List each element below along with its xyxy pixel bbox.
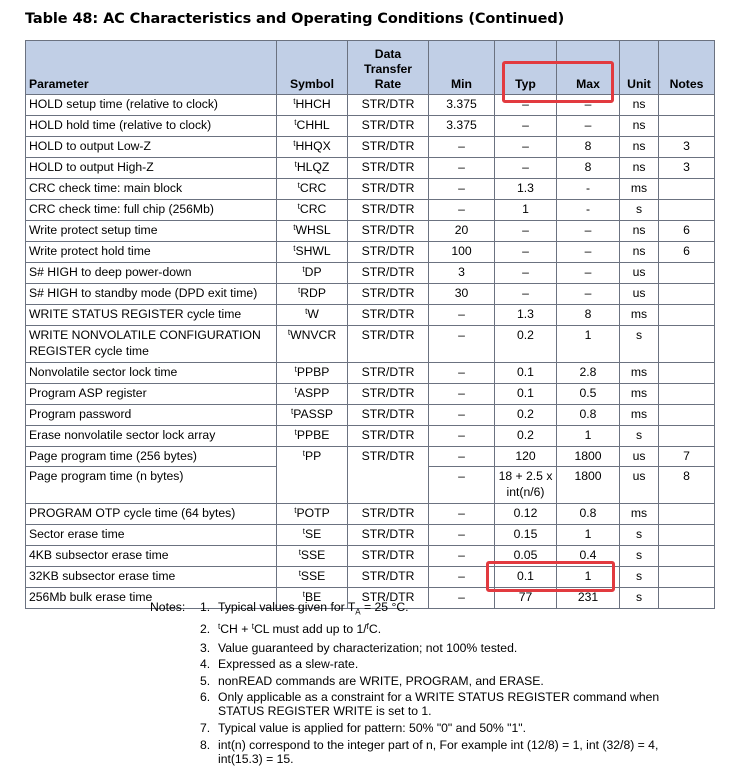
cell-parameter: Erase nonvolatile sector lock array (26, 426, 277, 447)
cell-parameter: Sector erase time (26, 525, 277, 546)
cell-notes (659, 200, 715, 221)
note-subscript: A (355, 607, 361, 617)
cell-min: – (429, 363, 495, 384)
note-text: CH + (220, 622, 252, 637)
cell-max: – (557, 116, 620, 137)
cell-max: 1800 (557, 447, 620, 467)
cell-notes: 8 (659, 467, 715, 504)
cell-min: 3 (429, 263, 495, 284)
cell-symbol (277, 447, 348, 504)
cell-rate: STR/DTR (348, 200, 429, 221)
note-number: 3. (200, 640, 211, 655)
cell-max: – (557, 242, 620, 263)
note-item (200, 600, 700, 619)
cell-symbol (277, 426, 348, 447)
cell-symbol (277, 263, 348, 284)
note-text: nonREAD commands are WRITE, PROGRAM, and ERASE. (218, 673, 544, 688)
header-rate-line3: Rate (374, 77, 402, 91)
note-text: int(n) correspond to the integer part of n, For example int (12/8) = 1, int (32/8) = 4, int(15.3) = 15. (218, 737, 659, 766)
cell-symbol (277, 326, 348, 363)
table-row (26, 116, 715, 137)
cell-typ: 18 + 2.5 x int(n/6) (495, 467, 557, 504)
symbol-value: SE (304, 527, 322, 541)
cell-unit: ms (620, 405, 659, 426)
highlight-bulk-erase-values (486, 561, 615, 592)
symbol-value: ASPP (296, 386, 330, 400)
cell-parameter: HOLD to output High-Z (26, 158, 277, 179)
cell-parameter: WRITE STATUS REGISTER cycle time (26, 305, 277, 326)
cell-parameter: 256Mb bulk erase time (26, 588, 277, 609)
header-notes: Notes (659, 41, 715, 95)
highlight-typ-max-header (502, 61, 614, 103)
cell-rate: STR/DTR (348, 242, 429, 263)
note-number: 4. (200, 657, 211, 672)
cell-notes (659, 305, 715, 326)
cell-typ: 0.12 (495, 504, 557, 525)
cell-rate: STR/DTR (348, 221, 429, 242)
cell-rate: STR/DTR (348, 158, 429, 179)
symbol-prefix: t (302, 590, 305, 599)
cell-max: - (557, 179, 620, 200)
cell-notes (659, 363, 715, 384)
note-item (200, 622, 700, 638)
cell-rate: STR/DTR (348, 384, 429, 405)
symbol-prefix: t (302, 449, 305, 458)
symbol-value: W (307, 307, 319, 321)
symbol-prefix: t (294, 365, 297, 374)
cell-rate: STR/DTR (348, 426, 429, 447)
cell-parameter: HOLD hold time (relative to clock) (26, 116, 277, 137)
header-parameter: Parameter (26, 41, 277, 95)
cell-min: 20 (429, 221, 495, 242)
cell-typ: 1.3 (495, 179, 557, 200)
cell-typ: 0.1 (495, 567, 557, 588)
cell-rate: STR/DTR (348, 588, 429, 609)
cell-unit: ns (620, 221, 659, 242)
cell-symbol (277, 405, 348, 426)
cell-min: – (429, 588, 495, 609)
cell-notes: 6 (659, 242, 715, 263)
symbol-prefix: t (294, 160, 297, 169)
cell-min: – (429, 504, 495, 525)
note-number: 6. (200, 690, 211, 705)
cell-parameter: PROGRAM OTP cycle time (64 bytes) (26, 504, 277, 525)
cell-notes (659, 116, 715, 137)
cell-notes: 3 (659, 158, 715, 179)
cell-rate: STR/DTR (348, 567, 429, 588)
header-data-transfer-rate (348, 41, 429, 95)
table-row (26, 263, 715, 284)
cell-parameter: HOLD setup time (relative to clock) (26, 95, 277, 116)
cell-rate: STR/DTR (348, 284, 429, 305)
cell-max: 1 (557, 525, 620, 546)
note-text: C. (368, 622, 382, 637)
cell-min: – (429, 426, 495, 447)
table-row (26, 504, 715, 525)
cell-unit: s (620, 567, 659, 588)
cell-rate: STR/DTR (348, 179, 429, 200)
table-row (26, 242, 715, 263)
cell-symbol (277, 221, 348, 242)
symbol-value: HHQX (295, 139, 331, 153)
cell-notes (659, 405, 715, 426)
symbol-prefix: t (291, 407, 294, 416)
cell-min: – (429, 179, 495, 200)
cell-rate: STR/DTR (348, 95, 429, 116)
cell-max: 0.4 (557, 546, 620, 567)
ac-characteristics-table (25, 40, 715, 609)
cell-max: 1 (557, 326, 620, 363)
symbol-value: PPBP (296, 365, 330, 379)
table-row (26, 363, 715, 384)
cell-notes (659, 263, 715, 284)
symbol-value: BE (304, 590, 322, 604)
header-rate-line1: Data (374, 47, 402, 61)
note-text: Typical value is applied for pattern: 50% "0" and 50% "1". (218, 721, 526, 735)
cell-typ: 77 (495, 588, 557, 609)
note-number: 7. (200, 721, 211, 735)
table-row (26, 200, 715, 221)
cell-min: – (429, 158, 495, 179)
note-item (200, 657, 700, 671)
note-item (200, 721, 700, 735)
cell-notes (659, 525, 715, 546)
cell-typ: – (495, 284, 557, 305)
cell-unit: s (620, 525, 659, 546)
cell-symbol (277, 158, 348, 179)
symbol-value: CHHL (296, 118, 330, 132)
cell-min: 100 (429, 242, 495, 263)
cell-unit: us (620, 263, 659, 284)
cell-max: 0.8 (557, 405, 620, 426)
cell-symbol (277, 95, 348, 116)
symbol-value: DP (304, 265, 322, 279)
symbol-value: HHCH (295, 97, 331, 111)
cell-max: – (557, 263, 620, 284)
table-row (26, 179, 715, 200)
symbol-value: PP (304, 449, 322, 463)
cell-min: 30 (429, 284, 495, 305)
cell-rate: STR/DTR (348, 525, 429, 546)
symbol-value: PPBE (296, 428, 330, 442)
table-row (26, 137, 715, 158)
symbol-value: WNVCR (290, 328, 337, 342)
table-row (26, 426, 715, 447)
cell-min: – (429, 567, 495, 588)
cell-symbol (277, 179, 348, 200)
cell-parameter: 32KB subsector erase time (26, 567, 277, 588)
table-row (26, 326, 715, 363)
cell-symbol (277, 567, 348, 588)
table-row (26, 525, 715, 546)
header-symbol: Symbol (277, 41, 348, 95)
note-text: Typical values given for T (218, 600, 356, 614)
cell-max: 231 (557, 588, 620, 609)
cell-unit: us (620, 284, 659, 305)
cell-max: 8 (557, 137, 620, 158)
cell-max: 2.8 (557, 363, 620, 384)
cell-typ: 0.1 (495, 363, 557, 384)
note-text: Expressed as a slew-rate. (218, 657, 359, 672)
header-max: Max (557, 41, 620, 95)
symbol-prefix: t (298, 286, 301, 295)
symbol-value: WHSL (295, 223, 331, 237)
cell-max: – (557, 95, 620, 116)
cell-symbol (277, 242, 348, 263)
cell-min: – (429, 200, 495, 221)
cell-rate: STR/DTR (348, 504, 429, 525)
symbol-prefix: t (287, 328, 291, 337)
cell-symbol (277, 546, 348, 567)
cell-parameter: Program ASP register (26, 384, 277, 405)
cell-unit: us (620, 467, 659, 504)
cell-unit: ms (620, 504, 659, 525)
cell-rate: STR/DTR (348, 305, 429, 326)
symbol-value: HLQZ (296, 160, 330, 174)
cell-parameter: 4KB subsector erase time (26, 546, 277, 567)
note-item (200, 690, 700, 718)
note-item (200, 641, 700, 655)
table-title: Table 48: AC Characteristics and Operating Conditions (Continued) (25, 11, 565, 27)
cell-min: 3.375 (429, 95, 495, 116)
note-superscript: f (366, 622, 369, 632)
symbol-prefix: t (302, 265, 305, 274)
symbol-value: SSE (300, 548, 326, 562)
note-item (200, 674, 700, 688)
cell-parameter: Write protect setup time (26, 221, 277, 242)
cell-min: 3.375 (429, 116, 495, 137)
cell-unit: ns (620, 116, 659, 137)
cell-max: – (557, 284, 620, 305)
cell-symbol (277, 284, 348, 305)
symbol-prefix: t (294, 118, 297, 127)
cell-min: – (429, 525, 495, 546)
cell-parameter: Page program time (256 bytes) (26, 447, 277, 467)
cell-rate: STR/DTR (348, 116, 429, 137)
symbol-value: SHWL (295, 244, 331, 258)
cell-unit: s (620, 200, 659, 221)
note-number: 5. (200, 673, 211, 688)
cell-max: 0.5 (557, 384, 620, 405)
cell-parameter: Write protect hold time (26, 242, 277, 263)
cell-typ: – (495, 95, 557, 116)
cell-unit: s (620, 546, 659, 567)
note-item (200, 738, 700, 766)
cell-parameter: WRITE NONVOLATILE CONFIGURATION REGISTER cycle time (26, 326, 277, 363)
symbol-prefix: t (298, 548, 301, 557)
header-typ: Typ (495, 41, 557, 95)
notes-list (200, 600, 700, 768)
cell-min: – (429, 137, 495, 158)
note-text: CL must add up to 1/ (253, 622, 367, 637)
cell-rate: STR/DTR (348, 405, 429, 426)
cell-rate: STR/DTR (348, 263, 429, 284)
cell-symbol (277, 384, 348, 405)
note-number: 8. (200, 737, 211, 752)
cell-symbol (277, 525, 348, 546)
cell-parameter: HOLD to output Low-Z (26, 137, 277, 158)
cell-min: – (429, 305, 495, 326)
note-superscript: t (251, 622, 254, 632)
cell-typ: 0.15 (495, 525, 557, 546)
table-row (26, 221, 715, 242)
cell-min: – (429, 447, 495, 467)
cell-typ: 0.1 (495, 384, 557, 405)
cell-unit: s (620, 588, 659, 609)
cell-notes (659, 179, 715, 200)
cell-unit: ns (620, 158, 659, 179)
cell-notes (659, 546, 715, 567)
cell-min: – (429, 326, 495, 363)
cell-rate: STR/DTR (348, 363, 429, 384)
cell-notes (659, 284, 715, 305)
cell-notes: 7 (659, 447, 715, 467)
cell-typ: 1.3 (495, 305, 557, 326)
symbol-prefix: t (294, 428, 297, 437)
cell-typ: 1 (495, 200, 557, 221)
note-number: 1. (200, 600, 211, 614)
cell-typ: 0.2 (495, 326, 557, 363)
cell-min: – (429, 546, 495, 567)
cell-notes (659, 384, 715, 405)
cell-parameter: Page program time (n bytes) (26, 467, 277, 504)
cell-unit: ns (620, 137, 659, 158)
table-row (26, 384, 715, 405)
cell-typ: – (495, 158, 557, 179)
symbol-prefix: t (293, 139, 296, 148)
cell-typ: 0.2 (495, 426, 557, 447)
cell-min: – (429, 405, 495, 426)
cell-symbol (277, 200, 348, 221)
symbol-value: CRC (299, 202, 327, 216)
note-number: 2. (200, 622, 211, 637)
cell-parameter: CRC check time: main block (26, 179, 277, 200)
cell-unit: us (620, 447, 659, 467)
cell-unit: ns (620, 242, 659, 263)
symbol-prefix: t (302, 527, 305, 536)
cell-symbol (277, 137, 348, 158)
cell-typ: 120 (495, 447, 557, 467)
cell-parameter: Nonvolatile sector lock time (26, 363, 277, 384)
symbol-value: RDP (300, 286, 326, 300)
symbol-value: SSE (300, 569, 326, 583)
cell-typ: – (495, 137, 557, 158)
cell-symbol (277, 504, 348, 525)
cell-typ: – (495, 221, 557, 242)
cell-parameter: CRC check time: full chip (256Mb) (26, 200, 277, 221)
notes-label: Notes: (150, 600, 186, 614)
cell-max: 8 (557, 305, 620, 326)
cell-notes (659, 426, 715, 447)
cell-unit: s (620, 426, 659, 447)
cell-rate: STR/DTR (348, 326, 429, 363)
cell-parameter: Program password (26, 405, 277, 426)
cell-unit: s (620, 326, 659, 363)
cell-rate: STR/DTR (348, 137, 429, 158)
table-row (26, 305, 715, 326)
cell-max: - (557, 200, 620, 221)
header-min: Min (429, 41, 495, 95)
cell-max: 8 (557, 158, 620, 179)
table-row (26, 284, 715, 305)
symbol-prefix: t (294, 506, 297, 515)
cell-max: – (557, 221, 620, 242)
symbol-prefix: t (294, 386, 297, 395)
cell-max: 1 (557, 426, 620, 447)
cell-typ: – (495, 242, 557, 263)
symbol-prefix: t (293, 97, 296, 106)
table-row (26, 447, 715, 467)
cell-symbol (277, 116, 348, 137)
cell-rate: STR/DTR (348, 546, 429, 567)
cell-notes (659, 504, 715, 525)
symbol-value: CRC (299, 181, 327, 195)
symbol-value: PASSP (293, 407, 333, 421)
cell-symbol (277, 363, 348, 384)
cell-max: 1800 (557, 467, 620, 504)
cell-notes: 3 (659, 137, 715, 158)
cell-parameter: S# HIGH to deep power-down (26, 263, 277, 284)
symbol-prefix: t (298, 569, 301, 578)
cell-parameter: S# HIGH to standby mode (DPD exit time) (26, 284, 277, 305)
symbol-prefix: t (297, 181, 300, 190)
cell-rate: STR/DTR (348, 447, 429, 504)
cell-unit: ms (620, 384, 659, 405)
symbol-prefix: t (293, 244, 296, 253)
cell-typ: – (495, 116, 557, 137)
cell-max: 0.8 (557, 504, 620, 525)
note-text: Value guaranteed by characterization; not 100% tested. (218, 640, 518, 655)
cell-notes (659, 567, 715, 588)
cell-unit: ns (620, 95, 659, 116)
cell-notes (659, 95, 715, 116)
cell-symbol (277, 305, 348, 326)
note-superscript: t (218, 622, 221, 632)
cell-min: – (429, 384, 495, 405)
symbol-prefix: t (297, 202, 300, 211)
cell-unit: ms (620, 179, 659, 200)
header-unit: Unit (620, 41, 659, 95)
table-row (26, 405, 715, 426)
table-row (26, 158, 715, 179)
cell-min: – (429, 467, 495, 504)
cell-typ: 0.05 (495, 546, 557, 567)
symbol-prefix: t (293, 223, 296, 232)
cell-max: 1 (557, 567, 620, 588)
cell-notes (659, 326, 715, 363)
note-text: Only applicable as a constraint for a WRITE STATUS REGISTER command when STATUS REGISTER WRITE is set to 1. (218, 690, 660, 719)
symbol-prefix: t (305, 307, 308, 316)
cell-typ: 0.2 (495, 405, 557, 426)
cell-unit: ms (620, 305, 659, 326)
note-text: = 25 °C. (360, 600, 409, 614)
symbol-value: POTP (296, 506, 330, 520)
cell-notes: 6 (659, 221, 715, 242)
header-rate-line2: Transfer (363, 62, 413, 76)
cell-typ: – (495, 263, 557, 284)
cell-unit: ms (620, 363, 659, 384)
